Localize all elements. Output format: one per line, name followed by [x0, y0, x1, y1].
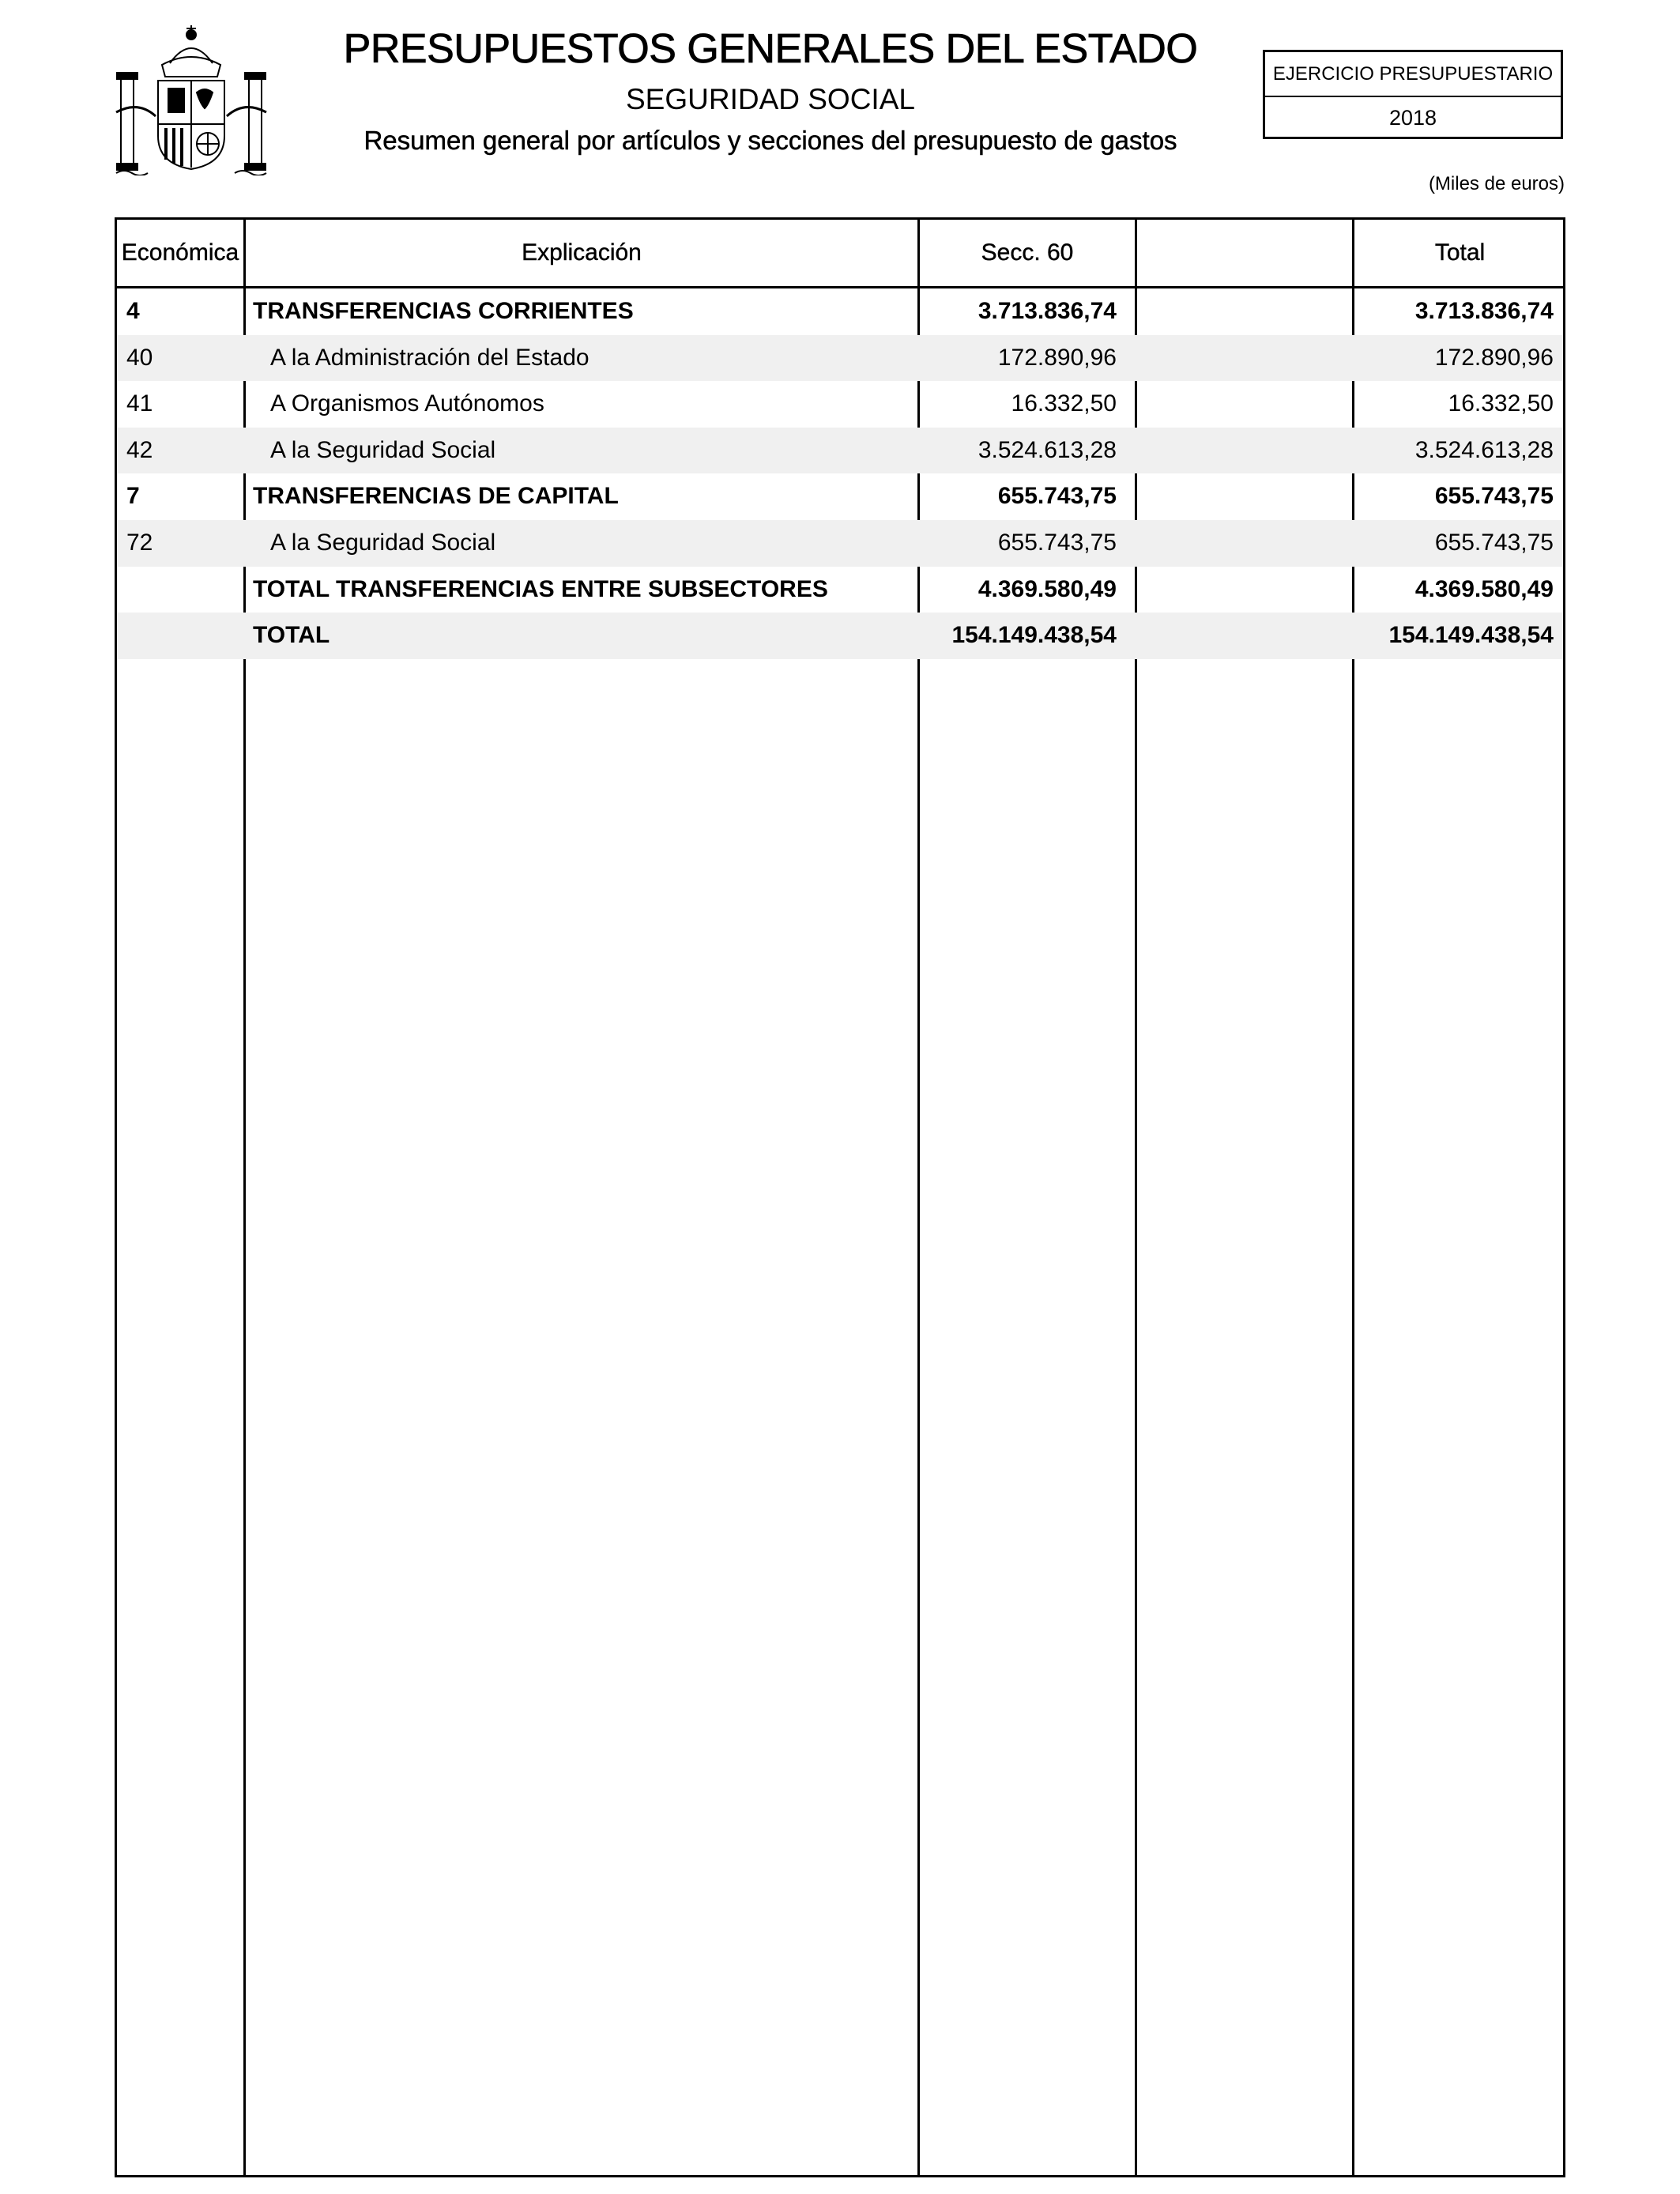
- table-row: [117, 335, 1563, 382]
- header-total: Total: [1434, 239, 1486, 266]
- cell-secc60: 172.890,96: [997, 344, 1117, 371]
- table-row: [117, 613, 1563, 659]
- cell-secc60: 4.369.580,49: [977, 575, 1117, 602]
- spain-coat-of-arms-icon: [115, 17, 269, 175]
- cell-explanation: TOTAL: [253, 622, 330, 649]
- page-description: Resumen general por artículos y secciones del presupuesto de gastos: [363, 126, 1177, 155]
- page-subtitle: SEGURIDAD SOCIAL: [626, 83, 915, 115]
- cell-code: 40: [126, 344, 153, 371]
- units-note: (Miles de euros): [1428, 173, 1565, 194]
- cell-explanation: A la Administración del Estado: [270, 344, 590, 371]
- header-secc60: Secc. 60: [981, 239, 1074, 266]
- cell-total: 3.713.836,74: [1414, 298, 1554, 324]
- cell-secc60: 655.743,75: [997, 529, 1117, 556]
- table-body: [117, 288, 1563, 659]
- cell-explanation: TRANSFERENCIAS DE CAPITAL: [253, 483, 619, 510]
- cell-secc60: 16.332,50: [1011, 390, 1117, 417]
- cell-secc60: 154.149.438,54: [951, 622, 1117, 649]
- cell-code: 4: [126, 298, 140, 324]
- header-economica: Económica: [121, 239, 239, 266]
- table-row: [117, 567, 1563, 613]
- exercise-box: [1263, 50, 1563, 139]
- cell-total: 172.890,96: [1434, 344, 1554, 371]
- budget-table: [115, 217, 1565, 2177]
- exercise-year: 2018: [1388, 106, 1437, 130]
- cell-code: 72: [126, 529, 153, 556]
- cell-explanation: TOTAL TRANSFERENCIAS ENTRE SUBSECTORES: [253, 575, 828, 602]
- cell-secc60: 3.713.836,74: [977, 298, 1117, 324]
- cell-total: 16.332,50: [1448, 390, 1554, 417]
- cell-code: 41: [126, 390, 153, 417]
- cell-total: 3.524.613,28: [1414, 436, 1554, 463]
- page-title: PRESUPUESTOS GENERALES DEL ESTADO: [343, 26, 1198, 72]
- cell-explanation: A Organismos Autónomos: [270, 390, 544, 417]
- table-row: [117, 381, 1563, 428]
- cell-explanation: TRANSFERENCIAS CORRIENTES: [253, 298, 634, 324]
- table-header: [117, 220, 1563, 288]
- table-row: [117, 520, 1563, 567]
- header-explicacion: Explicación: [522, 239, 642, 266]
- cell-total: 4.369.580,49: [1414, 575, 1554, 602]
- cell-total: 154.149.438,54: [1388, 622, 1554, 649]
- exercise-label: EJERCICIO PRESUPUESTARIO: [1265, 52, 1561, 97]
- cell-total: 655.743,75: [1434, 529, 1554, 556]
- cell-total: 655.743,75: [1434, 483, 1554, 510]
- cell-code: 42: [126, 436, 153, 463]
- cell-secc60: 3.524.613,28: [977, 436, 1117, 463]
- cell-explanation: A la Seguridad Social: [270, 529, 496, 556]
- table-row: [117, 473, 1563, 520]
- cell-code: 7: [126, 483, 140, 510]
- table-row: [117, 428, 1563, 474]
- table-row: [117, 288, 1563, 335]
- header-empty: [1137, 220, 1352, 286]
- cell-secc60: 655.743,75: [997, 483, 1117, 510]
- cell-explanation: A la Seguridad Social: [270, 436, 496, 463]
